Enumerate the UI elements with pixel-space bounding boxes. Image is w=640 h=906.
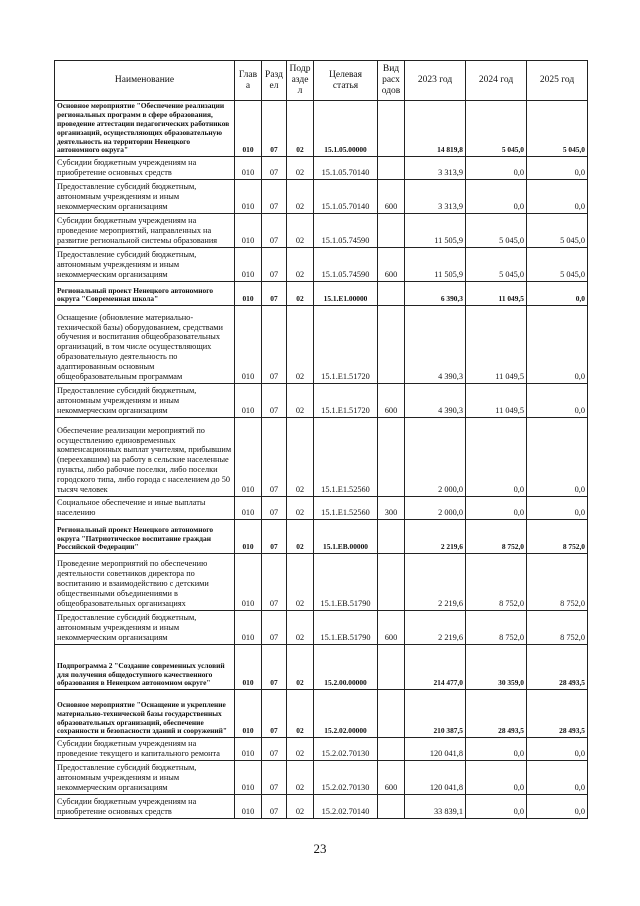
table-row bbox=[55, 795, 588, 819]
table-row bbox=[55, 384, 588, 418]
row-expense-type bbox=[378, 520, 405, 554]
table-row bbox=[55, 554, 588, 611]
row-2025: 8 752,0 bbox=[527, 554, 588, 611]
table-row bbox=[55, 214, 588, 248]
row-2025: 28 493,5 bbox=[527, 645, 588, 690]
row-expense-type bbox=[378, 282, 405, 306]
row-podrazdel: 02 bbox=[287, 157, 314, 180]
row-target-article: 15.1.Е1.52560 bbox=[314, 497, 378, 520]
header-podrazdel: Подр азде л bbox=[287, 61, 314, 101]
row-expense-type bbox=[378, 214, 405, 248]
row-glava: 010 bbox=[235, 248, 262, 282]
row-expense-type bbox=[378, 306, 405, 384]
row-glava: 010 bbox=[235, 611, 262, 645]
row-target-article: 15.2.00.00000 bbox=[314, 645, 378, 690]
table-row bbox=[55, 180, 588, 214]
row-2023: 3 313,9 bbox=[405, 180, 466, 214]
row-target-article: 15.1.05.74590 bbox=[314, 214, 378, 248]
row-razdel: 07 bbox=[262, 384, 287, 418]
table-row bbox=[55, 738, 588, 761]
row-name: Субсидии бюджетным учреждениям на проведение текущего и капитального ремонта bbox=[55, 738, 235, 761]
row-expense-type: 600 bbox=[378, 761, 405, 795]
header-year-2025: 2025 год bbox=[527, 61, 588, 101]
row-expense-type bbox=[378, 738, 405, 761]
row-podrazdel: 02 bbox=[287, 520, 314, 554]
row-2023: 214 477,0 bbox=[405, 645, 466, 690]
row-podrazdel: 02 bbox=[287, 282, 314, 306]
row-podrazdel: 02 bbox=[287, 795, 314, 819]
row-name: Оснащение (обновление материально-технической базы) оборудованием, средствами обучения и воспитания общеобразовательных организаций, в том числе осуществляющих образовательную деятельность по адаптированным основным общеобразовательным программам bbox=[55, 306, 235, 384]
row-glava: 010 bbox=[235, 645, 262, 690]
row-2023: 14 819,8 bbox=[405, 101, 466, 157]
header-year-2024: 2024 год bbox=[466, 61, 527, 101]
row-glava: 010 bbox=[235, 497, 262, 520]
row-name: Основное мероприятие "Обеспечение реализации региональных программ в сфере образования, проведение аттестации педагогических работников организаций, осуществляющих образовательную деятельность на территории Ненецкого автономного округа" bbox=[55, 101, 235, 157]
header-row bbox=[55, 61, 588, 101]
table-row bbox=[55, 101, 588, 157]
row-target-article: 15.1.Е1.51720 bbox=[314, 306, 378, 384]
row-2023: 210 387,5 bbox=[405, 690, 466, 738]
row-expense-type bbox=[378, 101, 405, 157]
row-2023: 4 390,3 bbox=[405, 384, 466, 418]
table-row bbox=[55, 690, 588, 738]
row-podrazdel: 02 bbox=[287, 497, 314, 520]
row-expense-type: 600 bbox=[378, 180, 405, 214]
header-year-2023: 2023 год bbox=[405, 61, 466, 101]
row-2023: 11 505,9 bbox=[405, 248, 466, 282]
row-name: Предоставление субсидий бюджетным, автономным учреждениям и иным некоммерческим организациям bbox=[55, 384, 235, 418]
header-name: Наименование bbox=[55, 61, 235, 101]
row-name: Основное мероприятие "Оснащение и укрепление материально-технической базы государственных образовательных организаций, обеспечение сохранности и безопасности зданий и сооружений" bbox=[55, 690, 235, 738]
row-expense-type: 600 bbox=[378, 248, 405, 282]
row-2025: 0,0 bbox=[527, 418, 588, 497]
row-2024: 0,0 bbox=[466, 738, 527, 761]
row-podrazdel: 02 bbox=[287, 554, 314, 611]
table-row bbox=[55, 761, 588, 795]
row-podrazdel: 02 bbox=[287, 306, 314, 384]
table-row bbox=[55, 520, 588, 554]
row-2025: 0,0 bbox=[527, 795, 588, 819]
row-target-article: 15.1.Е1.00000 bbox=[314, 282, 378, 306]
row-razdel: 07 bbox=[262, 282, 287, 306]
row-name: Проведение мероприятий по обеспечению деятельности советников директора по воспитанию и взаимодействию с детскими общественными объединениями в общеобразовательных организациях bbox=[55, 554, 235, 611]
row-razdel: 07 bbox=[262, 214, 287, 248]
row-2024: 11 049,5 bbox=[466, 384, 527, 418]
row-name: Субсидии бюджетным учреждениям на приобретение основных средств bbox=[55, 795, 235, 819]
row-razdel: 07 bbox=[262, 554, 287, 611]
table-row bbox=[55, 611, 588, 645]
row-2024: 8 752,0 bbox=[466, 554, 527, 611]
row-2023: 2 219,6 bbox=[405, 520, 466, 554]
row-2025: 0,0 bbox=[527, 761, 588, 795]
row-razdel: 07 bbox=[262, 418, 287, 497]
row-razdel: 07 bbox=[262, 180, 287, 214]
row-target-article: 15.2.02.00000 bbox=[314, 690, 378, 738]
row-2024: 5 045,0 bbox=[466, 214, 527, 248]
row-podrazdel: 02 bbox=[287, 418, 314, 497]
table-row bbox=[55, 248, 588, 282]
row-target-article: 15.1.05.70140 bbox=[314, 180, 378, 214]
row-2023: 2 219,6 bbox=[405, 611, 466, 645]
row-glava: 010 bbox=[235, 690, 262, 738]
row-2023: 33 839,1 bbox=[405, 795, 466, 819]
row-glava: 010 bbox=[235, 418, 262, 497]
row-expense-type bbox=[378, 690, 405, 738]
row-name: Предоставление субсидий бюджетным, автономным учреждениям и иным некоммерческим организациям bbox=[55, 248, 235, 282]
row-target-article: 15.1.ЕВ.51790 bbox=[314, 554, 378, 611]
row-target-article: 15.2.02.70130 bbox=[314, 761, 378, 795]
row-razdel: 07 bbox=[262, 101, 287, 157]
row-2024: 0,0 bbox=[466, 795, 527, 819]
row-name: Подпрограмма 2 "Создание современных условий для получения общедоступного качественного образования в Ненецком автономном округе" bbox=[55, 645, 235, 690]
table-row bbox=[55, 645, 588, 690]
row-2023: 4 390,3 bbox=[405, 306, 466, 384]
row-razdel: 07 bbox=[262, 306, 287, 384]
row-2024: 0,0 bbox=[466, 497, 527, 520]
row-glava: 010 bbox=[235, 738, 262, 761]
row-2023: 120 041,8 bbox=[405, 761, 466, 795]
row-glava: 010 bbox=[235, 761, 262, 795]
row-target-article: 15.1.Е1.51720 bbox=[314, 384, 378, 418]
row-2024: 5 045,0 bbox=[466, 101, 527, 157]
row-glava: 010 bbox=[235, 282, 262, 306]
row-razdel: 07 bbox=[262, 520, 287, 554]
row-name: Субсидии бюджетным учреждениям на проведение мероприятий, направленных на развитие региональной системы образования bbox=[55, 214, 235, 248]
row-2025: 0,0 bbox=[527, 180, 588, 214]
row-2024: 28 493,5 bbox=[466, 690, 527, 738]
row-target-article: 15.1.ЕВ.51790 bbox=[314, 611, 378, 645]
row-2024: 5 045,0 bbox=[466, 248, 527, 282]
row-name: Предоставление субсидий бюджетным, автономным учреждениям и иным некоммерческим организациям bbox=[55, 180, 235, 214]
row-2025: 28 493,5 bbox=[527, 690, 588, 738]
row-podrazdel: 02 bbox=[287, 384, 314, 418]
row-2025: 8 752,0 bbox=[527, 611, 588, 645]
row-2025: 5 045,0 bbox=[527, 101, 588, 157]
row-2023: 11 505,9 bbox=[405, 214, 466, 248]
row-glava: 010 bbox=[235, 214, 262, 248]
row-glava: 010 bbox=[235, 520, 262, 554]
row-name: Региональный проект Ненецкого автономного округа "Патриотическое воспитание граждан Российской Федерации" bbox=[55, 520, 235, 554]
row-razdel: 07 bbox=[262, 248, 287, 282]
header-razdel: Разд ел bbox=[262, 61, 287, 101]
row-2023: 120 041,8 bbox=[405, 738, 466, 761]
row-podrazdel: 02 bbox=[287, 248, 314, 282]
row-2023: 3 313,9 bbox=[405, 157, 466, 180]
row-2025: 0,0 bbox=[527, 738, 588, 761]
row-2023: 2 219,6 bbox=[405, 554, 466, 611]
row-2023: 6 390,3 bbox=[405, 282, 466, 306]
row-glava: 010 bbox=[235, 101, 262, 157]
row-target-article: 15.1.05.74590 bbox=[314, 248, 378, 282]
row-glava: 010 bbox=[235, 157, 262, 180]
row-2023: 2 000,0 bbox=[405, 418, 466, 497]
table-row bbox=[55, 157, 588, 180]
row-expense-type bbox=[378, 554, 405, 611]
row-name: Социальное обеспечение и иные выплаты населению bbox=[55, 497, 235, 520]
row-name: Предоставление субсидий бюджетным, автономным учреждениям и иным некоммерческим организациям bbox=[55, 611, 235, 645]
row-2024: 8 752,0 bbox=[466, 520, 527, 554]
row-podrazdel: 02 bbox=[287, 611, 314, 645]
header-expense-type: Вид расх одов bbox=[378, 61, 405, 101]
row-2023: 2 000,0 bbox=[405, 497, 466, 520]
table-row bbox=[55, 418, 588, 497]
row-2025: 0,0 bbox=[527, 497, 588, 520]
row-2025: 0,0 bbox=[527, 157, 588, 180]
row-podrazdel: 02 bbox=[287, 738, 314, 761]
row-name: Региональный проект Ненецкого автономного округа "Современная школа" bbox=[55, 282, 235, 306]
row-2025: 5 045,0 bbox=[527, 248, 588, 282]
row-2024: 0,0 bbox=[466, 157, 527, 180]
table-body bbox=[55, 101, 588, 819]
row-expense-type bbox=[378, 645, 405, 690]
row-2025: 5 045,0 bbox=[527, 214, 588, 248]
row-podrazdel: 02 bbox=[287, 761, 314, 795]
budget-table bbox=[54, 60, 588, 819]
row-podrazdel: 02 bbox=[287, 180, 314, 214]
row-2024: 11 049,5 bbox=[466, 306, 527, 384]
row-razdel: 07 bbox=[262, 738, 287, 761]
table-row bbox=[55, 306, 588, 384]
row-podrazdel: 02 bbox=[287, 645, 314, 690]
header-target-article: Целевая статья bbox=[314, 61, 378, 101]
row-expense-type: 300 bbox=[378, 497, 405, 520]
row-2024: 0,0 bbox=[466, 418, 527, 497]
row-name: Предоставление субсидий бюджетным, автономным учреждениям и иным некоммерческим организациям bbox=[55, 761, 235, 795]
row-target-article: 15.1.05.70140 bbox=[314, 157, 378, 180]
row-razdel: 07 bbox=[262, 611, 287, 645]
row-target-article: 15.1.ЕВ.00000 bbox=[314, 520, 378, 554]
row-razdel: 07 bbox=[262, 157, 287, 180]
row-target-article: 15.2.02.70140 bbox=[314, 795, 378, 819]
row-target-article: 15.1.05.00000 bbox=[314, 101, 378, 157]
row-glava: 010 bbox=[235, 795, 262, 819]
row-expense-type bbox=[378, 418, 405, 497]
row-name: Субсидии бюджетным учреждениям на приобретение основных средств bbox=[55, 157, 235, 180]
row-2024: 0,0 bbox=[466, 761, 527, 795]
row-razdel: 07 bbox=[262, 645, 287, 690]
page-number: 23 bbox=[313, 841, 327, 856]
row-expense-type bbox=[378, 795, 405, 819]
row-2024: 30 359,0 bbox=[466, 645, 527, 690]
row-2024: 11 049,5 bbox=[466, 282, 527, 306]
row-expense-type: 600 bbox=[378, 384, 405, 418]
row-podrazdel: 02 bbox=[287, 214, 314, 248]
row-razdel: 07 bbox=[262, 761, 287, 795]
row-target-article: 15.2.02.70130 bbox=[314, 738, 378, 761]
row-2025: 0,0 bbox=[527, 384, 588, 418]
row-glava: 010 bbox=[235, 306, 262, 384]
row-glava: 010 bbox=[235, 554, 262, 611]
row-2025: 0,0 bbox=[527, 306, 588, 384]
row-razdel: 07 bbox=[262, 497, 287, 520]
row-glava: 010 bbox=[235, 384, 262, 418]
row-glava: 010 bbox=[235, 180, 262, 214]
row-expense-type bbox=[378, 157, 405, 180]
row-2025: 8 752,0 bbox=[527, 520, 588, 554]
table-row bbox=[55, 497, 588, 520]
row-2024: 0,0 bbox=[466, 180, 527, 214]
row-razdel: 07 bbox=[262, 690, 287, 738]
row-target-article: 15.1.Е1.52560 bbox=[314, 418, 378, 497]
row-2025: 0,0 bbox=[527, 282, 588, 306]
table-row bbox=[55, 282, 588, 306]
row-razdel: 07 bbox=[262, 795, 287, 819]
row-podrazdel: 02 bbox=[287, 101, 314, 157]
row-expense-type: 600 bbox=[378, 611, 405, 645]
header-glava: Глав а bbox=[235, 61, 262, 101]
row-podrazdel: 02 bbox=[287, 690, 314, 738]
row-name: Обеспечение реализации мероприятий по осуществлению единовременных компенсационных выплат учителям, прибывшим (переехавшим) на работу в сельские населенные пункты, либо рабочие поселки, либо поселки городского типа, либо города с населением до 50 тысяч человек bbox=[55, 418, 235, 497]
row-2024: 8 752,0 bbox=[466, 611, 527, 645]
